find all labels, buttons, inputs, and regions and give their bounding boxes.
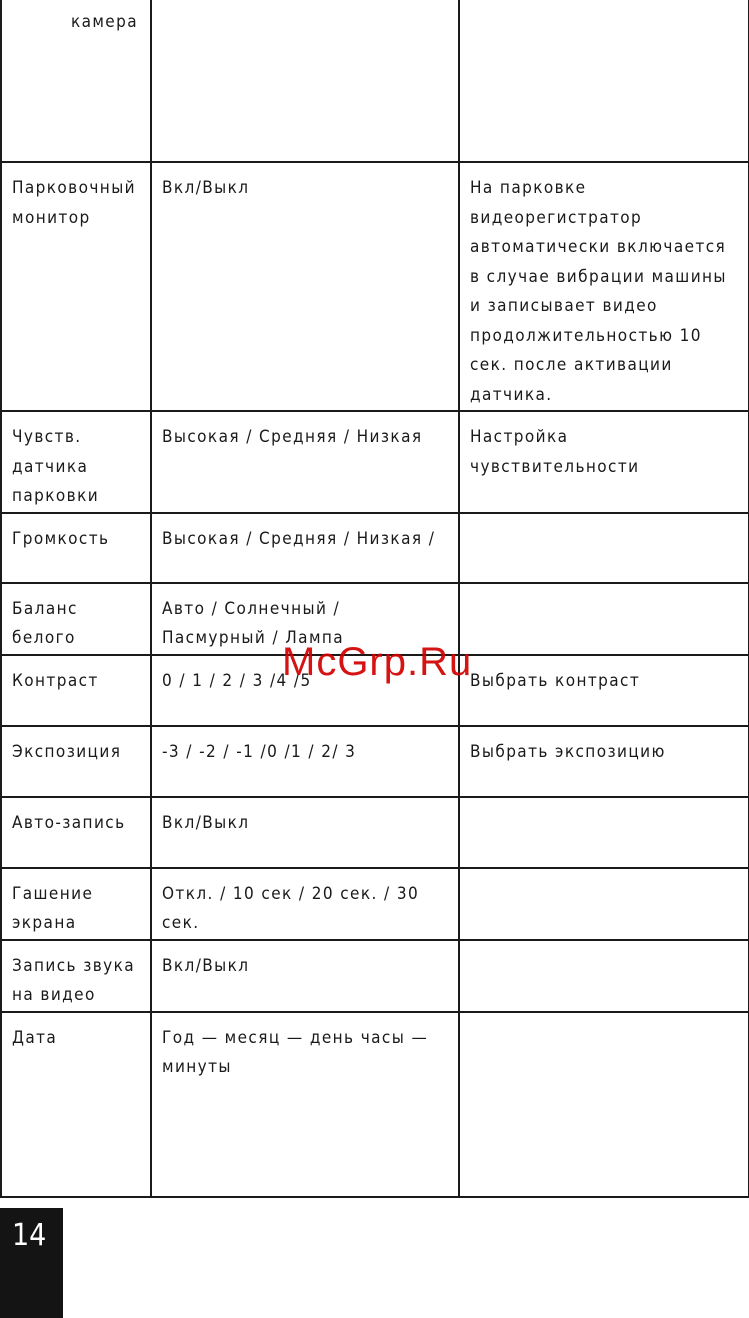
setting-values: Вкл/Выкл: [151, 797, 459, 868]
setting-values: Вкл/Выкл: [151, 162, 459, 411]
setting-name: Парковочный монитор: [1, 162, 151, 411]
setting-values: Год — месяц — день часы — минуты: [151, 1012, 459, 1197]
table-row: [1, 868, 749, 940]
table-row: [1, 513, 749, 583]
setting-values: [151, 0, 459, 162]
table-row: [1, 726, 749, 797]
watermark: McGrp.Ru: [282, 640, 473, 684]
table-row: [1, 1012, 749, 1197]
setting-values: -3 / -2 / -1 /0 /1 / 2/ 3: [151, 726, 459, 797]
setting-description: [459, 0, 749, 162]
setting-name: Дата: [1, 1012, 151, 1197]
page-number: 14: [12, 1218, 47, 1253]
table-row: [1, 0, 749, 162]
setting-description: [459, 1012, 749, 1197]
table-row: [1, 940, 749, 1012]
setting-description: [459, 513, 749, 583]
setting-description: [459, 797, 749, 868]
setting-description: На парковке видеорегистратор автоматически включается в случае вибрации машины и записывает видео продолжительностью 10 сек. после активации датчика.: [459, 162, 749, 411]
setting-description: Настройка чувствительности: [459, 411, 749, 513]
setting-description: [459, 583, 749, 655]
setting-name: камера: [1, 0, 151, 162]
setting-values: Высокая / Средняя / Низкая /: [151, 513, 459, 583]
setting-name: Контраст: [1, 655, 151, 726]
setting-values: Откл. / 10 сек / 20 сек. / 30 сек.: [151, 868, 459, 940]
setting-name: Баланс белого: [1, 583, 151, 655]
setting-name: Экспозиция: [1, 726, 151, 797]
setting-description: [459, 940, 749, 1012]
setting-description: Выбрать экспозицию: [459, 726, 749, 797]
page-number-box: [0, 1208, 63, 1318]
setting-name: Громкость: [1, 513, 151, 583]
setting-name: Авто-запись: [1, 797, 151, 868]
setting-name: Запись звука на видео: [1, 940, 151, 1012]
table-row: [1, 797, 749, 868]
settings-table-body: [1, 0, 749, 1197]
setting-description: [459, 868, 749, 940]
table-row: [1, 162, 749, 411]
setting-values: Авто / Солнечный / Пасмурный / Лампа: [151, 583, 459, 655]
setting-name: Чувств. датчика парковки: [1, 411, 151, 513]
setting-values: Вкл/Выкл: [151, 940, 459, 1012]
setting-name: Гашение экрана: [1, 868, 151, 940]
table-row: [1, 411, 749, 513]
setting-description: Выбрать контраст: [459, 655, 749, 726]
setting-values: Высокая / Средняя / Низкая: [151, 411, 459, 513]
setting-values: 0 / 1 / 2 / 3 /4 /5: [151, 655, 459, 726]
